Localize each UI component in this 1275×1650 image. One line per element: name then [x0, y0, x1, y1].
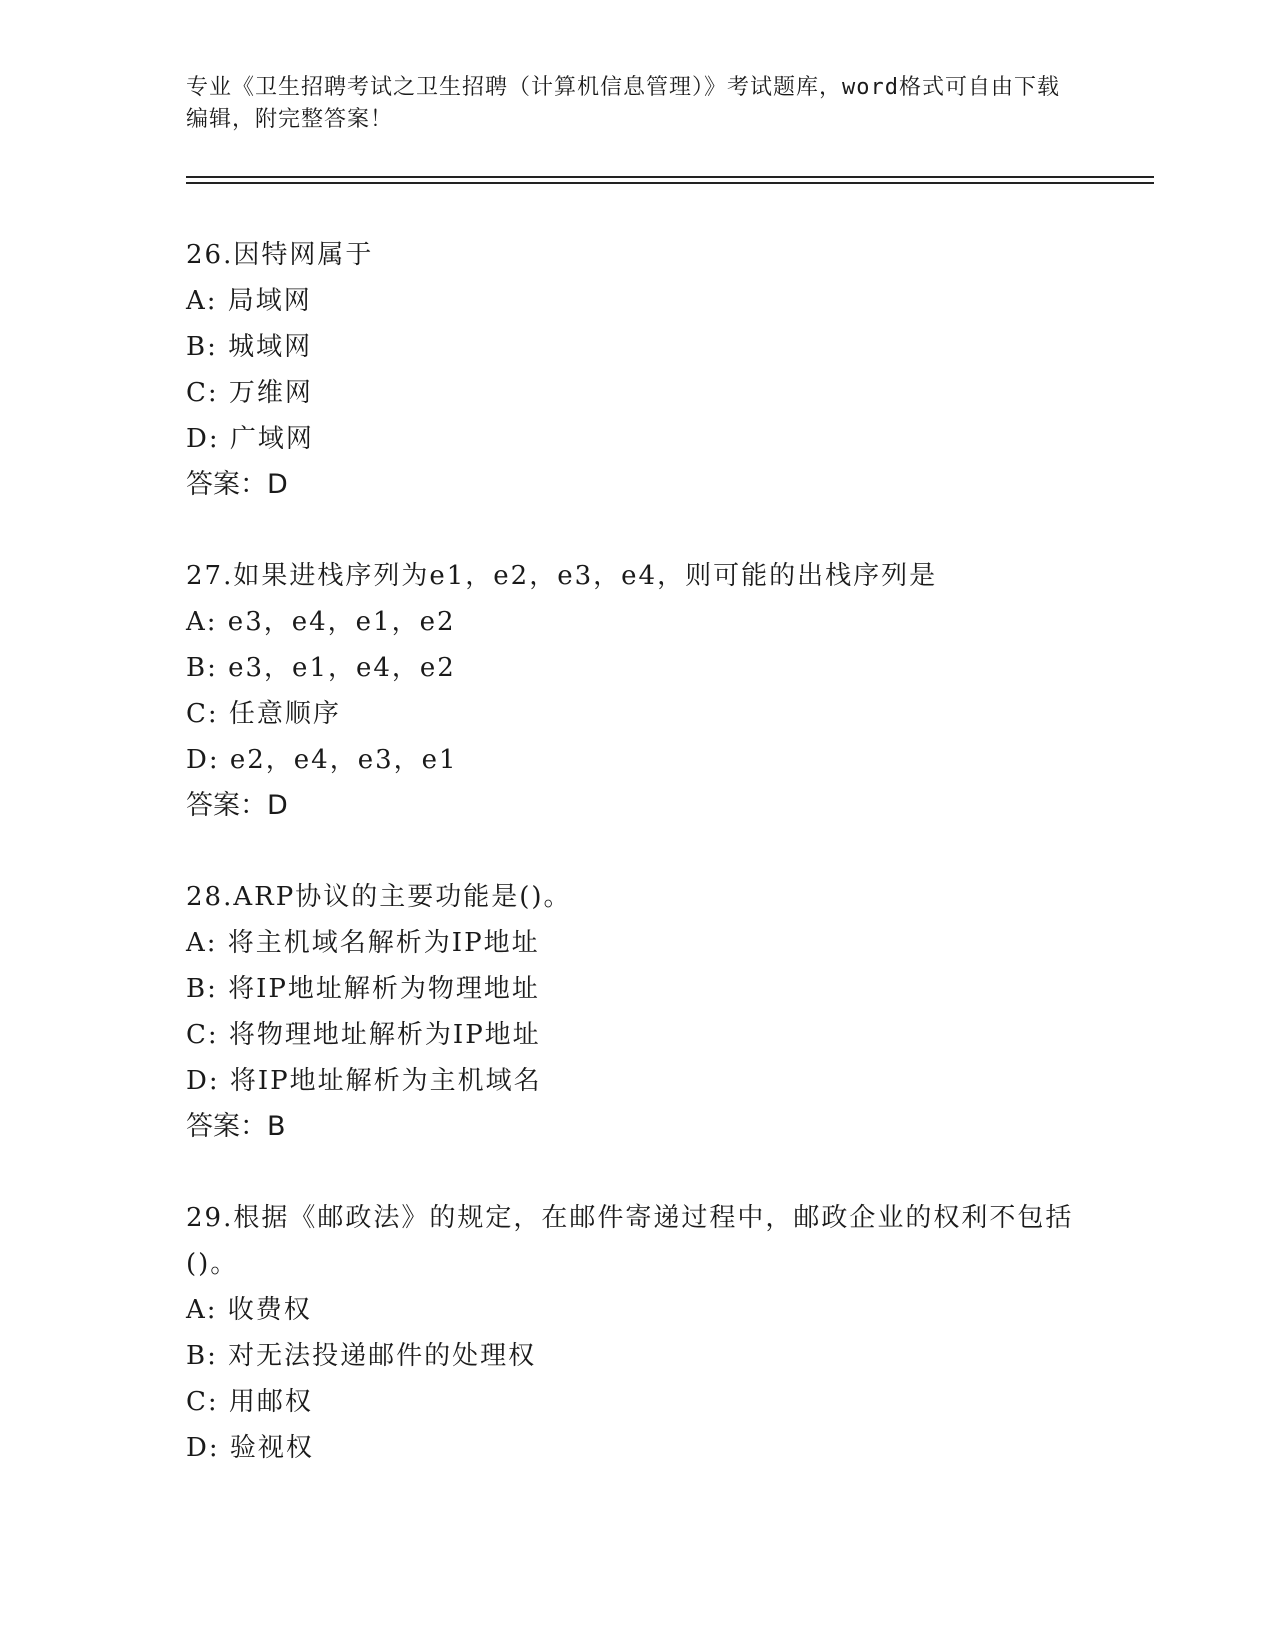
- answer: 答案：B: [186, 1111, 286, 1142]
- question-29: [186, 1195, 1086, 1471]
- option-a: A: e3，e4，e1，e2: [186, 607, 456, 637]
- option-d: D: 将IP地址解析为主机域名: [186, 1066, 542, 1096]
- option-b: B: 对无法投递邮件的处理权: [186, 1341, 537, 1371]
- question-stem: 27.如果进栈序列为e1，e2，e3，e4，则可能的出栈序列是: [186, 561, 938, 591]
- question-stem: 28.ARP协议的主要功能是()。: [186, 882, 572, 912]
- question-26: [186, 232, 1086, 508]
- option-b: B: 城域网: [186, 332, 313, 362]
- option-c: C: 用邮权: [186, 1387, 313, 1417]
- option-c: C: 万维网: [186, 378, 313, 408]
- option-c: C: 任意顺序: [186, 699, 341, 729]
- option-d: D: 广域网: [186, 424, 314, 454]
- question-stem: 26.因特网属于: [186, 240, 374, 270]
- option-b: B: e3，e1，e4，e2: [186, 653, 456, 683]
- answer: 答案：D: [186, 469, 288, 500]
- option-a: A: 将主机域名解析为IP地址: [186, 928, 540, 958]
- question-28: [186, 874, 1086, 1150]
- option-c: C: 将物理地址解析为IP地址: [186, 1020, 541, 1050]
- answer: 答案：D: [186, 790, 288, 821]
- document-header: 专业《卫生招聘考试之卫生招聘（计算机信息管理）》考试题库，word格式可自由下载编辑，附完整答案！: [186, 75, 1060, 132]
- question-27: [186, 553, 1086, 829]
- header-divider-top: [186, 176, 1154, 178]
- option-a: A: 局域网: [186, 286, 312, 316]
- question-stem: 29.根据《邮政法》的规定，在邮件寄递过程中，邮政企业的权利不包括()。: [186, 1203, 1074, 1279]
- option-d: D: 验视权: [186, 1433, 314, 1463]
- option-d: D: e2，e4，e3，e1: [186, 745, 458, 775]
- option-b: B: 将IP地址解析为物理地址: [186, 974, 540, 1004]
- option-a: A: 收费权: [186, 1295, 312, 1325]
- header-divider-bottom: [186, 182, 1154, 184]
